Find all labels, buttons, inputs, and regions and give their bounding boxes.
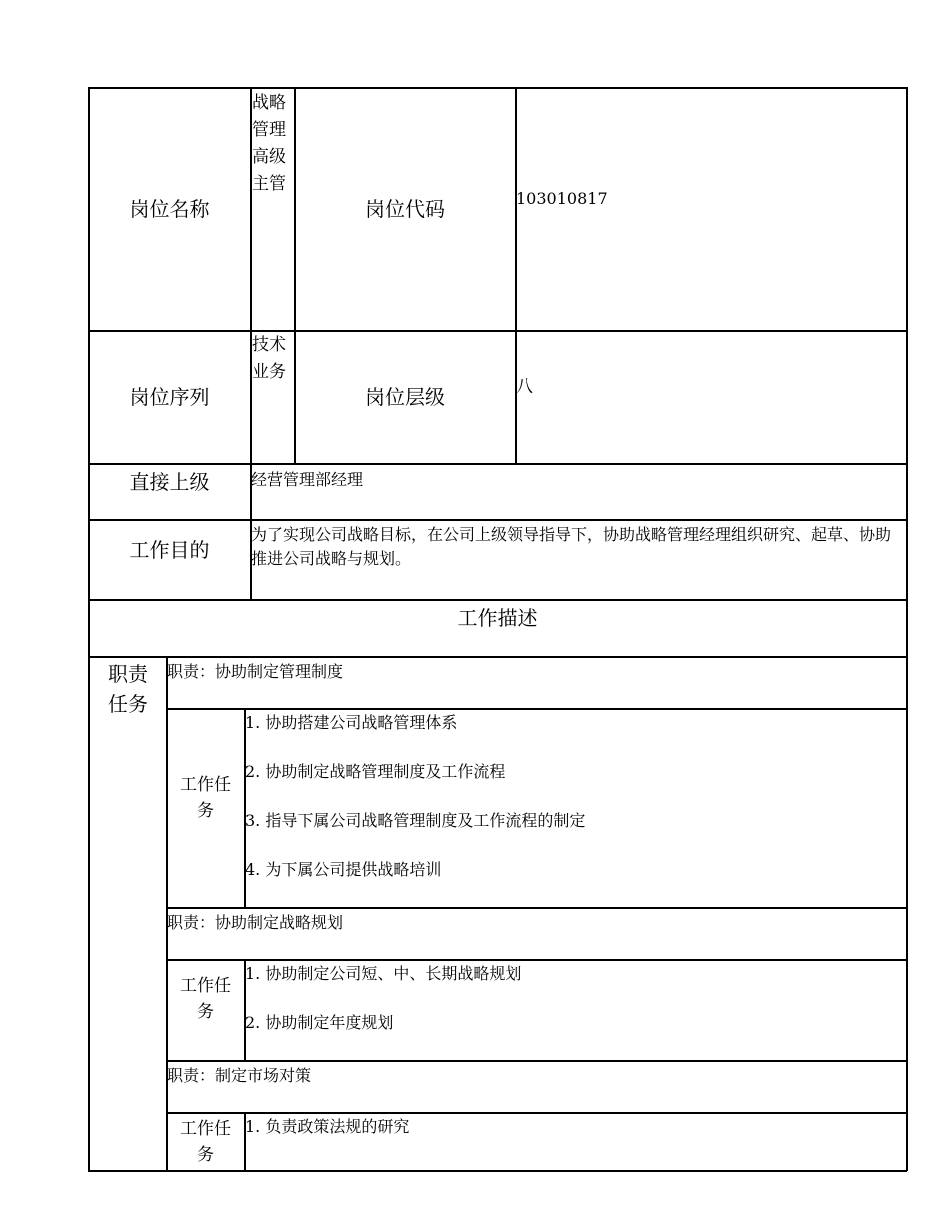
task-label: 工作任务 xyxy=(180,975,231,1022)
supervisor-label: 直接上级 xyxy=(129,470,210,494)
task-item: 4. 为下属公司提供战略培训 xyxy=(245,860,442,879)
position-series-value: 技术业务 xyxy=(252,335,286,382)
row-divider xyxy=(88,599,907,601)
position-series-label: 岗位序列 xyxy=(129,385,210,409)
row-divider xyxy=(166,708,907,710)
task-list xyxy=(245,962,905,1059)
position-level-value: 八 xyxy=(516,377,533,397)
row-divider xyxy=(88,463,907,465)
task-item: 1. 负责政策法规的研究 xyxy=(245,1117,410,1136)
row-divider xyxy=(88,519,907,521)
task-item: 2. 协助制定年度规划 xyxy=(245,1013,394,1032)
task-item: 1. 协助搭建公司战略管理体系 xyxy=(245,713,458,732)
position-code-label: 岗位代码 xyxy=(365,197,445,221)
duty-title: 职责：协助制定战略规划 xyxy=(167,913,344,932)
row-divider xyxy=(166,1112,907,1114)
section-title: 工作描述 xyxy=(457,606,538,630)
task-list xyxy=(245,711,905,906)
task-label: 工作任务 xyxy=(180,1118,231,1165)
task-item: 2. 协助制定战略管理制度及工作流程 xyxy=(245,762,506,781)
row-divider xyxy=(166,959,907,961)
task-item: 1. 协助制定公司短、中、长期战略规划 xyxy=(245,964,522,983)
purpose-value: 为了实现公司战略目标，在公司上级领导指导下，协助战略管理经理组织研究、起草、协助推进公司战略与规划。 xyxy=(251,525,891,568)
task-item: 3. 指导下属公司战略管理制度及工作流程的制定 xyxy=(245,811,586,830)
position-name-label: 岗位名称 xyxy=(129,197,210,221)
duty-title: 职责：制定市场对策 xyxy=(167,1066,312,1085)
table-border-right xyxy=(906,87,908,1171)
duties-label: 职责任务 xyxy=(108,662,148,716)
supervisor-value: 经营管理部经理 xyxy=(251,470,364,489)
purpose-label: 工作目的 xyxy=(129,538,210,562)
task-list xyxy=(245,1115,905,1170)
task-label: 工作任务 xyxy=(180,774,231,821)
position-name-value: 战略管理高级主管 xyxy=(252,93,286,194)
duty-title: 职责：协助制定管理制度 xyxy=(167,662,344,681)
position-level-label: 岗位层级 xyxy=(365,385,445,409)
table-border-bottom xyxy=(88,1170,907,1172)
position-code-value: 103010817 xyxy=(516,189,608,208)
col-divider xyxy=(515,87,517,464)
